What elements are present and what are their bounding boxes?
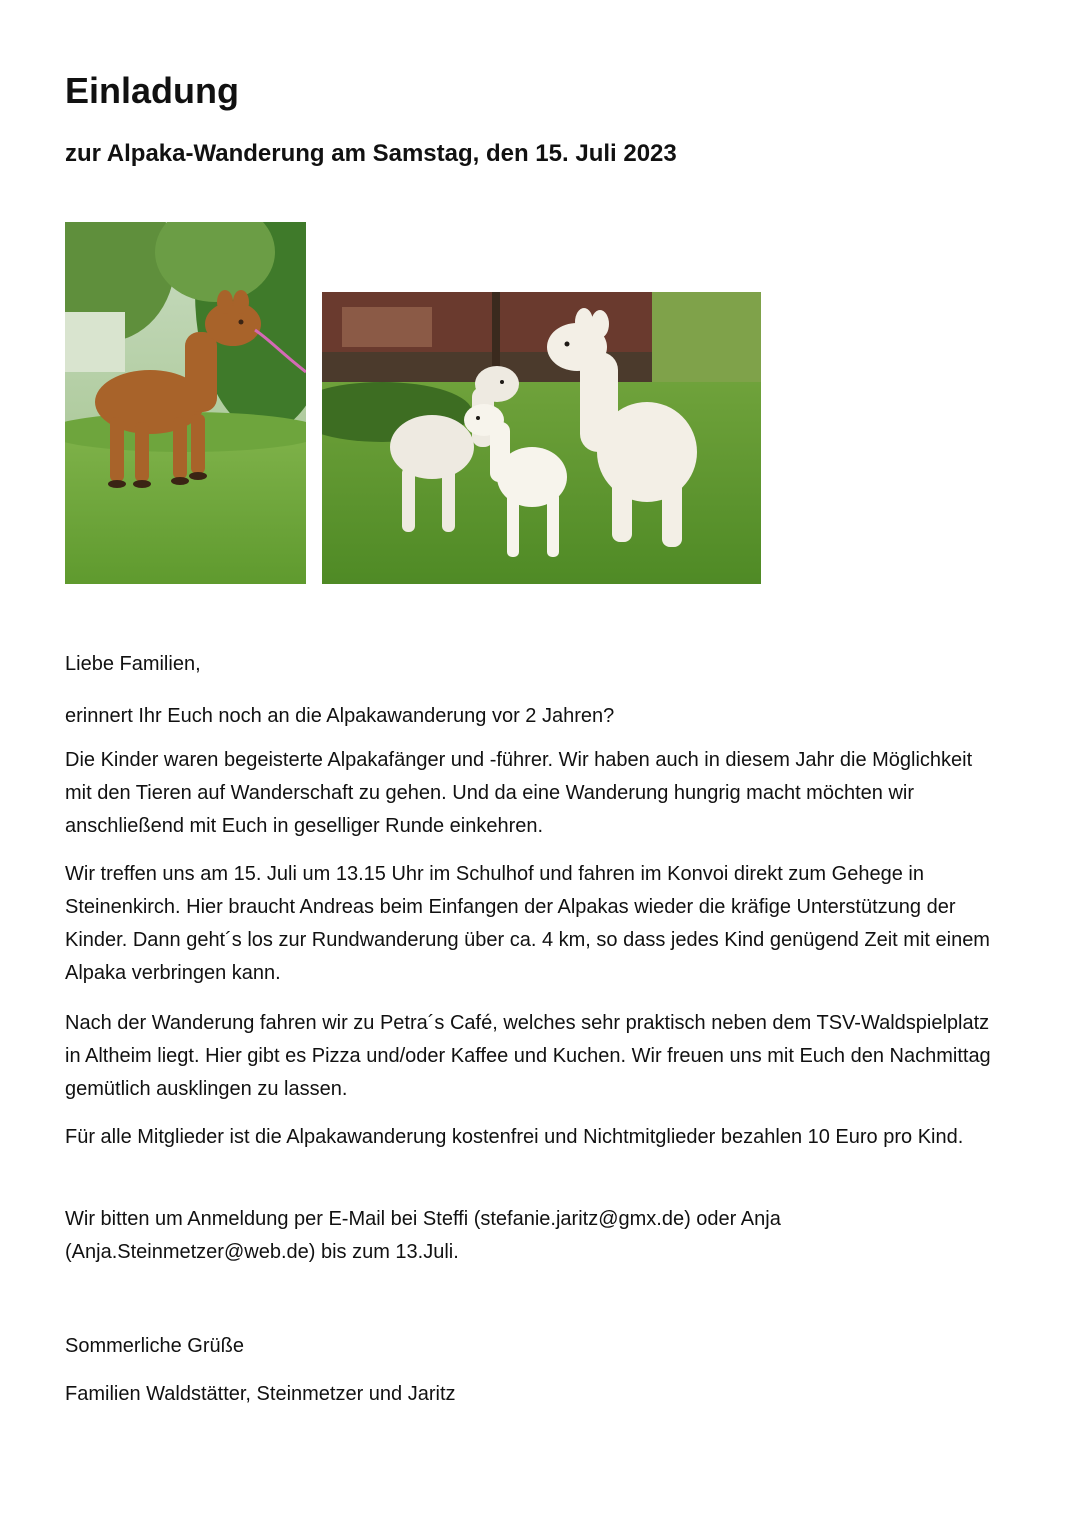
- paragraph: Für alle Mitglieder ist die Alpakawanderung kostenfrei und Nichtmitglieder bezahlen 10 Euro pro Kind.: [65, 1126, 964, 1148]
- greeting: Liebe Familien,: [65, 653, 201, 675]
- page-title: Einladung: [65, 70, 239, 111]
- brown-alpaca-photo: [65, 222, 306, 584]
- signature: Familien Waldstätter, Steinmetzer und Jaritz: [65, 1383, 456, 1405]
- paragraph: Wir bitten um Anmeldung per E-Mail bei Steffi (stefanie.jaritz@gmx.de) oder Anja (Anja.Steinmetzer@web.de) bis zum 13.Juli.: [65, 1208, 781, 1263]
- page-subtitle: zur Alpaka-Wanderung am Samstag, den 15. Juli 2023: [65, 140, 677, 167]
- paragraph: erinnert Ihr Euch noch an die Alpakawanderung vor 2 Jahren?: [65, 705, 615, 727]
- paragraph: Nach der Wanderung fahren wir zu Petra´s Café, welches sehr praktisch neben dem TSV-Waldspielplatz in Altheim liegt. Hier gibt es Pizza und/oder Kaffee und Kuchen. Wir freuen uns mit Euch den Nachmittag gemütlich ausklingen zu lassen.: [65, 1012, 991, 1100]
- paragraph: Wir treffen uns am 15. Juli um 13.15 Uhr im Schulhof und fahren im Konvoi direkt zum Gehege in Steinenkirch. Hier braucht Andreas beim Einfangen der Alpakas wieder die kräfige Unterstützung der Kinder. Dann geht´s los zur Rundwanderung über ca. 4 km, so dass jedes Kind genügend Zeit mit einem Alpaka verbringen kann.: [65, 863, 990, 984]
- paragraph: Die Kinder waren begeisterte Alpakafänger und -führer. Wir haben auch in diesem Jahr die Möglichkeit mit den Tieren auf Wanderschaft zu gehen. Und da eine Wanderung hungrig macht möchten wir anschließend mit Euch in geselliger Runde einkehren.: [65, 749, 973, 837]
- closing: Sommerliche Grüße: [65, 1335, 244, 1357]
- white-alpacas-photo: [322, 292, 761, 584]
